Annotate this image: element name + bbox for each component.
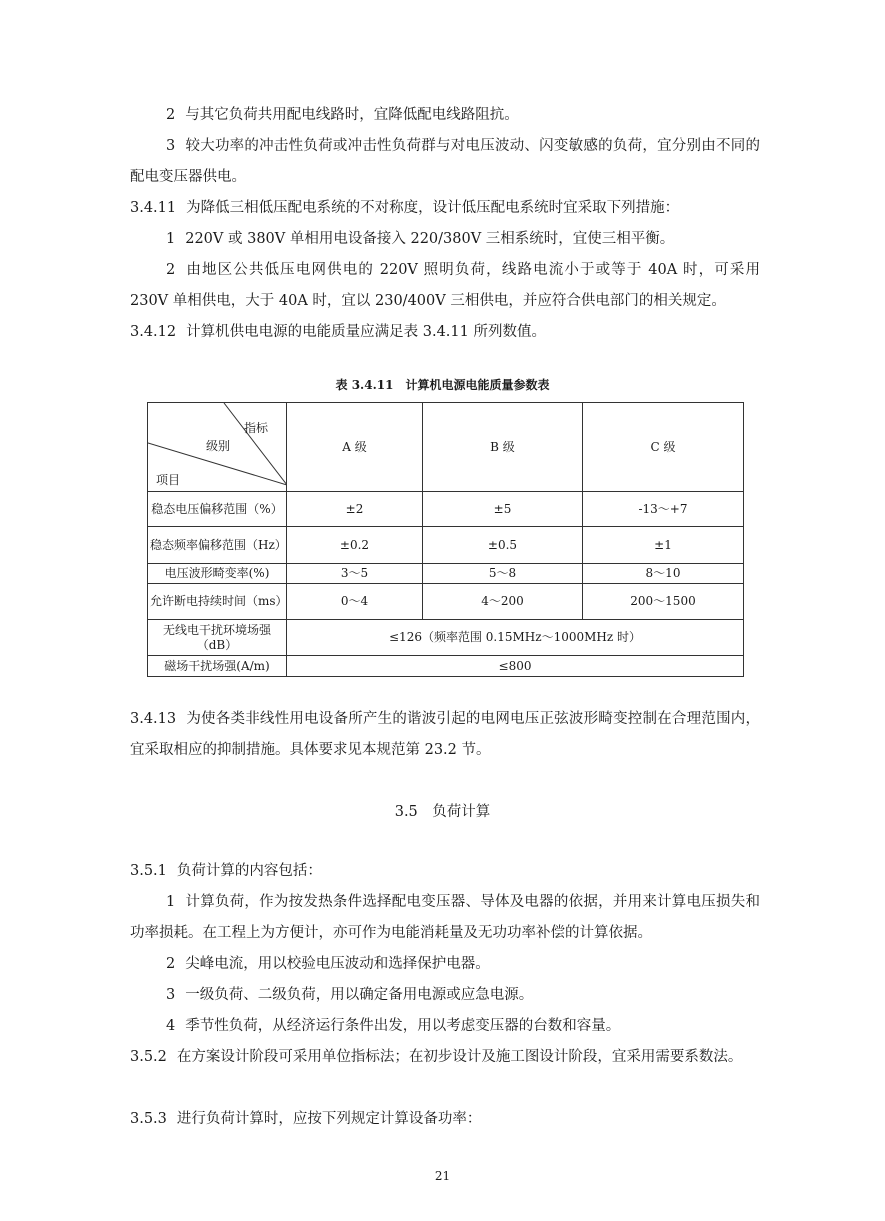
table-row [148,584,744,620]
paragraph-seasonal-load: 4 季节性负荷，从经济运行条件出发，用以考虑变压器的台数和容量。 [166,1018,621,1034]
row-value-c: 200～1500 [583,584,744,620]
header-grade-label: 级别 [206,439,231,453]
row-item-label: 稳态电压偏移范围（%） [148,492,287,527]
row-item-label: 无线电干扰环境场强（dB） [148,620,287,656]
row-item-label: 磁场干扰场强(A/m) [148,656,287,677]
header-item-label: 项目 [156,473,181,487]
row-value-c: 8～10 [583,564,744,584]
row-value-b: 5～8 [423,564,583,584]
header-grade-a: A 级 [287,403,423,492]
row-merged-value: ≤126（频率范围 0.15MHz～1000MHz 时） [287,620,744,656]
paragraph-item-1-phase-balance: 1 220V 或 380V 单相用电设备接入 220/380V 三相系统时，宜使三相平衡。 [166,231,675,247]
header-grade-b: B 级 [423,403,583,492]
row-value-c: -13～+7 [583,492,744,527]
diagonal-header-cell [148,403,287,492]
table-row [148,656,744,677]
table-row [148,564,744,584]
clause-3-4-11: 3.4.11 为降低三相低压配电系统的不对称度，设计低压配电系统时宜采取下列措施： [130,200,680,216]
power-quality-table [147,402,744,677]
table-header-row [148,403,744,492]
row-item-label: 允许断电持续时间（ms） [148,584,287,620]
section-heading: 3.5 负荷计算 [394,804,491,820]
table-title: 表 3.4.11 计算机电源电能质量参数表 [335,378,550,392]
row-value-a: 0～4 [287,584,423,620]
row-value-a: 3～5 [287,564,423,584]
row-value-a: ±2 [287,492,423,527]
row-value-c: ±1 [583,527,744,564]
table-row [148,527,744,564]
paragraph-calculated-load: 1 计算负荷，作为按发热条件选择配电变压器、导体及电器的依据，并用来计算电压损失和功率损耗。在工程上为方便计，亦可作为电能消耗量及无功功率补偿的计算依据。 [130,894,760,941]
paragraph-item-3: 3 较大功率的冲击性负荷或冲击性负荷群与对电压波动、闪变敏感的负荷，宜分别由不同的配电变压器供电。 [130,138,760,185]
clause-3-5-3: 3.5.3 进行负荷计算时，应按下列规定计算设备功率： [130,1111,482,1127]
table-row [148,492,744,527]
paragraph-item-2-lighting-load: 2 由地区公共低压电网供电的 220V 照明负荷，线路电流小于或等于 40A 时，可采用 230V 单相供电，大于 40A 时，宜以 230/400V 三相供电，并应符合供电部门的相关规定。 [130,262,760,309]
row-value-b: ±5 [423,492,583,527]
clause-3-4-12: 3.4.12 计算机供电电源的电能质量应满足表 3.4.11 所列数值。 [130,324,546,340]
clause-3-5-1: 3.5.1 负荷计算的内容包括： [130,863,322,879]
row-merged-value: ≤800 [287,656,744,677]
header-grade-c: C 级 [583,403,744,492]
row-value-a: ±0.2 [287,527,423,564]
row-value-b: ±0.5 [423,527,583,564]
header-indicator-label: 指标 [244,421,269,435]
table-row [148,620,744,656]
clause-3-4-13: 3.4.13 为使各类非线性用电设备所产生的谐波引起的电网电压正弦波形畸变控制在合理范围内，宜采取相应的抑制措施。具体要求见本规范第 23.2 节。 [130,711,760,758]
page-number: 21 [434,1169,451,1183]
paragraph-priority-load: 3 一级负荷、二级负荷，用以确定备用电源或应急电源。 [166,987,534,1003]
row-item-label: 稳态频率偏移范围（Hz） [148,527,287,564]
clause-3-5-2: 3.5.2 在方案设计阶段可采用单位指标法；在初步设计及施工图设计阶段，宜采用需要系数法。 [130,1049,743,1065]
paragraph-peak-current: 2 尖峰电流，用以校验电压波动和选择保护电器。 [166,956,490,972]
paragraph-item-2: 2 与其它负荷共用配电线路时，宜降低配电线路阻抗。 [166,107,519,123]
row-value-b: 4～200 [423,584,583,620]
row-item-label: 电压波形畸变率(%) [148,564,287,584]
